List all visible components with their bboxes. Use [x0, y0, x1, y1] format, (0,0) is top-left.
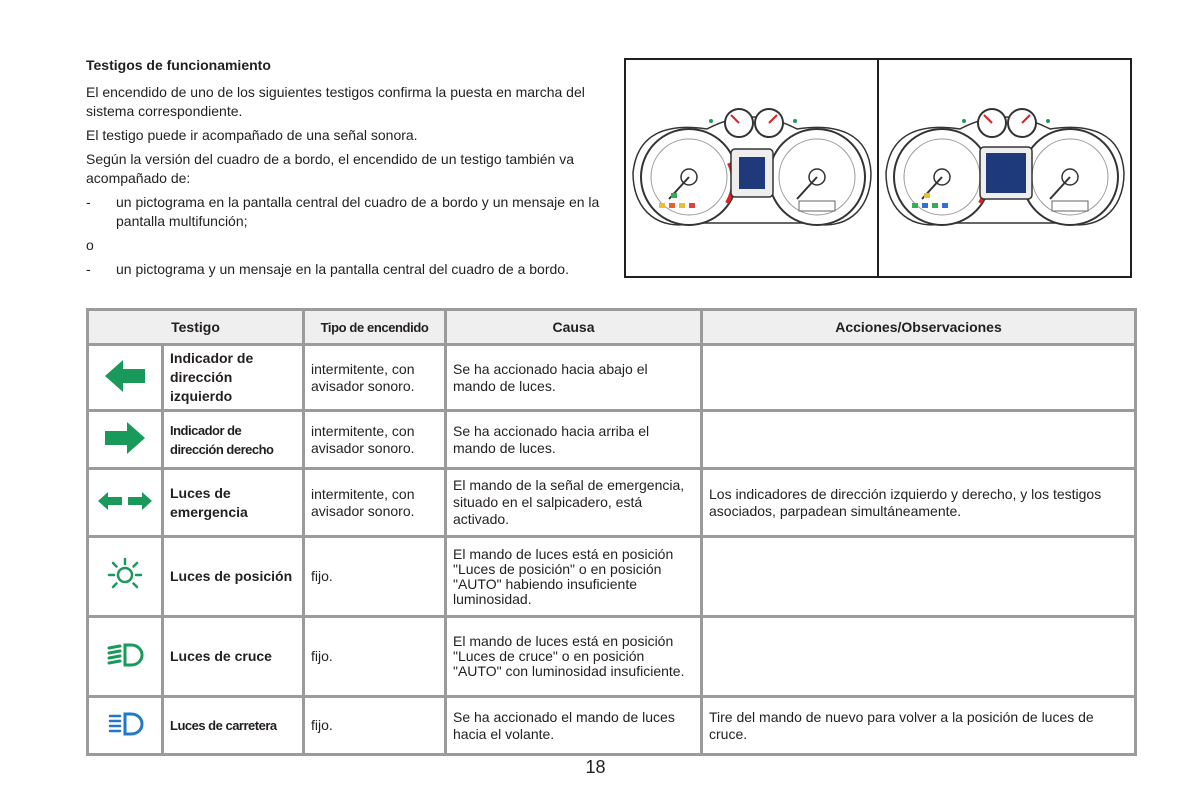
- bullet-marker: -: [86, 194, 91, 210]
- header-causa: Causa: [446, 310, 702, 345]
- causa: Se ha accionado hacia abajo el mando de luces.: [446, 345, 702, 411]
- cluster-illustration-mono: [626, 60, 877, 276]
- table-row: [88, 697, 1136, 755]
- position-lights-icon: [106, 556, 144, 594]
- intro-paragraph: El encendido de uno de los siguientes testigos confirma la puesta en marcha del sistema correspondiente.: [86, 84, 585, 119]
- tipo-encendido: fijo.: [304, 617, 446, 697]
- high-beam-icon: [105, 710, 145, 738]
- icon-cell: [88, 345, 163, 411]
- testigo-name: Indicador de dirección izquierdo: [163, 345, 304, 411]
- tipo-encendido: fijo.: [304, 537, 446, 617]
- acciones: [702, 617, 1136, 697]
- bullet-marker: -: [86, 261, 91, 277]
- icon-cell: [88, 617, 163, 697]
- table-row: [88, 411, 1136, 469]
- table-row: [88, 345, 1136, 411]
- acciones: Los indicadores de dirección izquierdo y derecho, y los testigos asociados, parpadean simultáneamente.: [702, 469, 1136, 537]
- intro-paragraph: El testigo puede ir acompañado de una señal sonora.: [86, 127, 418, 143]
- cluster-illustration-color: [877, 60, 1130, 276]
- tipo-encendido: intermitente, con avisador sonoro.: [304, 411, 446, 469]
- icon-cell: [88, 537, 163, 617]
- page-number: 18: [585, 757, 606, 777]
- section-title: Testigos de funcionamiento: [86, 57, 271, 73]
- table-row: [88, 537, 1136, 617]
- icon-cell: [88, 469, 163, 537]
- acciones: [702, 411, 1136, 469]
- intro-paragraph: Según la versión del cuadro de a bordo, el encendido de un testigo también va acompañado de:: [86, 151, 575, 186]
- arrow-right-icon: [103, 420, 147, 456]
- causa: Se ha accionado el mando de luces hacia el volante.: [446, 697, 702, 755]
- icon-cell: [88, 411, 163, 469]
- cluster-drawing: [627, 93, 877, 243]
- low-beam-icon: [105, 641, 145, 669]
- cluster-drawing: [880, 93, 1130, 243]
- causa: El mando de luces está en posición "Luces de posición" o en posición "AUTO" habiendo insuficiente luminosidad.: [446, 537, 702, 617]
- arrow-left-icon: [103, 358, 147, 394]
- icon-cell: [88, 697, 163, 755]
- acciones: [702, 345, 1136, 411]
- bullet-text: un pictograma y un mensaje en la pantalla central del cuadro de a bordo.: [116, 261, 569, 277]
- hazard-arrows-icon: [97, 490, 153, 512]
- testigo-name: Luces de emergencia: [163, 469, 304, 537]
- header-acciones: Acciones/Observaciones: [702, 310, 1136, 345]
- tipo-encendido: intermitente, con avisador sonoro.: [304, 345, 446, 411]
- intro-section: [86, 56, 606, 284]
- tipo-encendido: intermitente, con avisador sonoro.: [304, 469, 446, 537]
- bullet-item: [86, 193, 606, 231]
- causa: Se ha accionado hacia arriba el mando de luces.: [446, 411, 702, 469]
- causa: El mando de luces está en posición "Luces de cruce" o en posición "AUTO" con luminosidad insuficiente.: [446, 617, 702, 697]
- table-row: [88, 469, 1136, 537]
- table-header-row: [88, 310, 1136, 345]
- instrument-cluster-figure: [624, 58, 1132, 278]
- bullet-item: [86, 260, 606, 279]
- testigo-name: Luces de cruce: [163, 617, 304, 697]
- acciones: [702, 537, 1136, 617]
- tipo-encendido: fijo.: [304, 697, 446, 755]
- or-text: o: [86, 237, 94, 253]
- bullet-text: un pictograma en la pantalla central del cuadro de a bordo y un mensaje en la pantalla multifunción;: [116, 194, 600, 229]
- testigo-name: Luces de carretera: [163, 697, 304, 755]
- header-tipo: Tipo de encendido: [304, 310, 446, 345]
- testigo-name: Indicador de dirección derecho: [163, 411, 304, 469]
- causa: El mando de la señal de emergencia, situado en el salpicadero, está activado.: [446, 469, 702, 537]
- header-testigo: Testigo: [88, 310, 304, 345]
- acciones: Tire del mando de nuevo para volver a la posición de luces de cruce.: [702, 697, 1136, 755]
- table-row: [88, 617, 1136, 697]
- warning-lights-table: [86, 308, 1137, 756]
- testigo-name: Luces de posición: [163, 537, 304, 617]
